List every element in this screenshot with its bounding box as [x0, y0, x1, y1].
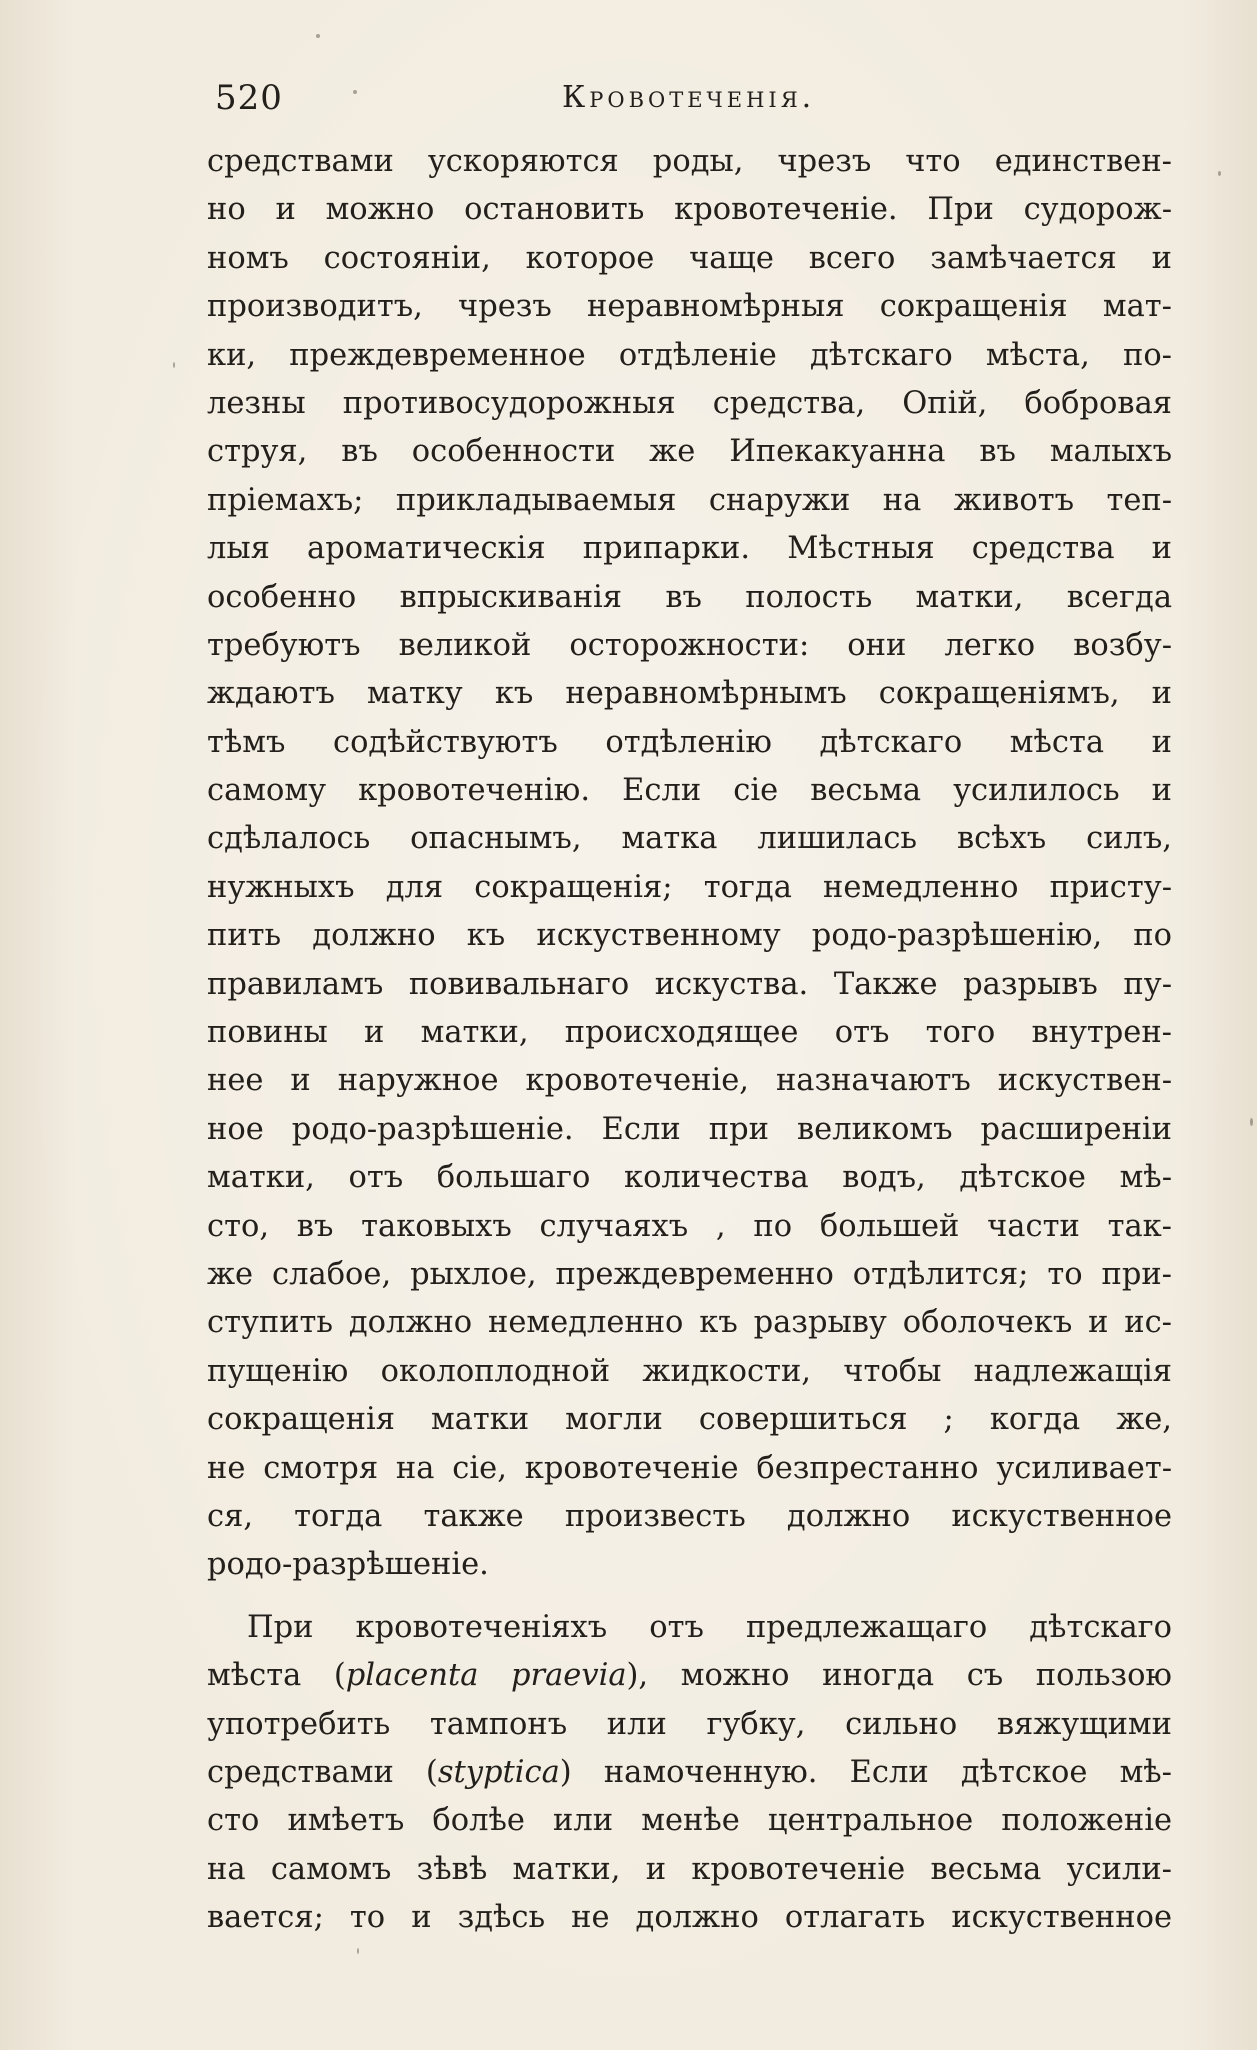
latin-term: placenta praevia	[345, 1658, 627, 1694]
page-header	[215, 70, 1170, 130]
text-line: средствами ускоряются роды, чрезъ что единствен-	[207, 144, 1172, 179]
text-line: не смотря на сіе, кровотеченіе безпрестанно усиливает-	[207, 1450, 1172, 1486]
paragraph-2	[207, 1604, 1172, 1943]
paper-speck	[1250, 1118, 1253, 1126]
paragraph-gap	[207, 1590, 1172, 1604]
text-fragment: мѣста (	[207, 1658, 346, 1694]
latin-term: styptica	[437, 1754, 560, 1790]
text-line: родо-разрѣшеніе.	[207, 1547, 489, 1583]
text-line: сто, въ таковыхъ случаяхъ , по большей части так-	[207, 1208, 1172, 1244]
text-line: струя, въ особенности же Ипекакуанна въ малыхъ	[207, 434, 1172, 470]
paper-speck	[316, 34, 320, 38]
paper-speck	[353, 90, 357, 94]
text-line: производитъ, чрезъ неравномѣрныя сокращенія мат-	[207, 289, 1172, 325]
text-line: особенно впрыскиванія въ полость матки, всегда	[207, 579, 1172, 615]
text-line: ступить должно немедленно къ разрыву оболочекъ и ис-	[207, 1305, 1172, 1341]
paragraph-1	[207, 138, 1172, 1590]
text-line: на самомъ зѣвѣ матки, и кровотеченіе весьма усили-	[207, 1851, 1172, 1887]
text-fragment: средствами (	[207, 1754, 438, 1790]
text-line: вается; то и здѣсь не должно отлагать искуственное	[207, 1900, 1172, 1936]
text-line: требуютъ великой осторожности: они легко возбу-	[207, 627, 1172, 663]
text-line: ки, преждевременное отдѣленіе дѣтскаго мѣста, по-	[207, 337, 1172, 373]
page-number: 520	[215, 78, 283, 118]
text-line: нее и наружное кровотеченіе, назначаютъ искуствен-	[207, 1063, 1172, 1099]
text-line: пущенію околоплодной жидкости, чтобы надлежащія	[207, 1353, 1172, 1389]
text-line: сто имѣетъ болѣе или менѣе центральное положеніе	[207, 1803, 1172, 1839]
text-line: правиламъ повивальнаго искуства. Также разрывъ пу-	[207, 966, 1172, 1002]
text-line: При кровотеченіяхъ отъ предлежащаго дѣтскаго	[247, 1609, 1172, 1645]
text-fragment: ), можно иногда съ пользою	[626, 1658, 1172, 1694]
text-line: сдѣлалось опаснымъ, матка лишилась всѣхъ силъ,	[207, 821, 1172, 857]
text-line	[207, 1749, 1172, 1797]
text-line: тѣмъ содѣйствуютъ отдѣленію дѣтскаго мѣста и	[207, 724, 1172, 760]
text-line: матки, отъ большаго количества водъ, дѣтское мѣ-	[207, 1160, 1172, 1196]
text-line: нужныхъ для сокращенія; тогда немедленно присту-	[207, 869, 1172, 905]
paper-speck	[173, 362, 175, 368]
text-fragment: ) намоченную. Если дѣтское мѣ-	[559, 1754, 1172, 1790]
body-text	[207, 138, 1172, 1942]
text-line: но и можно остановить кровотеченіе. При судорож-	[207, 192, 1172, 228]
text-line: ное родо-разрѣшеніе. Если при великомъ расширеніи	[207, 1111, 1172, 1147]
text-line: пить должно къ искуственному родо-разрѣшенію, по	[207, 918, 1172, 954]
text-line: повины и матки, происходящее отъ того внутрен-	[207, 1015, 1172, 1051]
text-line: номъ состояніи, которое чаще всего замѣчается и	[207, 240, 1172, 276]
text-line: ждаютъ матку къ неравномѣрнымъ сокращеніямъ, и	[207, 676, 1172, 712]
text-line: ся, тогда также произвесть должно искуственное	[207, 1498, 1172, 1534]
text-line: самому кровотеченію. Если сіе весьма усилилось и	[207, 773, 1172, 809]
paper-speck	[357, 1948, 359, 1954]
text-line: употребить тампонъ или губку, сильно вяжущими	[207, 1706, 1172, 1742]
paper-speck	[1218, 171, 1221, 176]
text-line: лыя ароматическія припарки. Мѣстныя средства и	[207, 531, 1172, 567]
text-line: же слабое, рыхлое, преждевременно отдѣлится; то при-	[207, 1256, 1172, 1292]
running-title: Кровотеченія.	[562, 80, 816, 115]
text-line: сокращенія матки могли совершиться ; когда же,	[207, 1402, 1172, 1438]
text-line: лезны противосудорожныя средства, Опій, бобровая	[207, 385, 1172, 421]
text-line	[207, 1652, 1172, 1700]
text-line: пріемахъ; прикладываемыя снаружи на животъ теп-	[207, 482, 1172, 518]
